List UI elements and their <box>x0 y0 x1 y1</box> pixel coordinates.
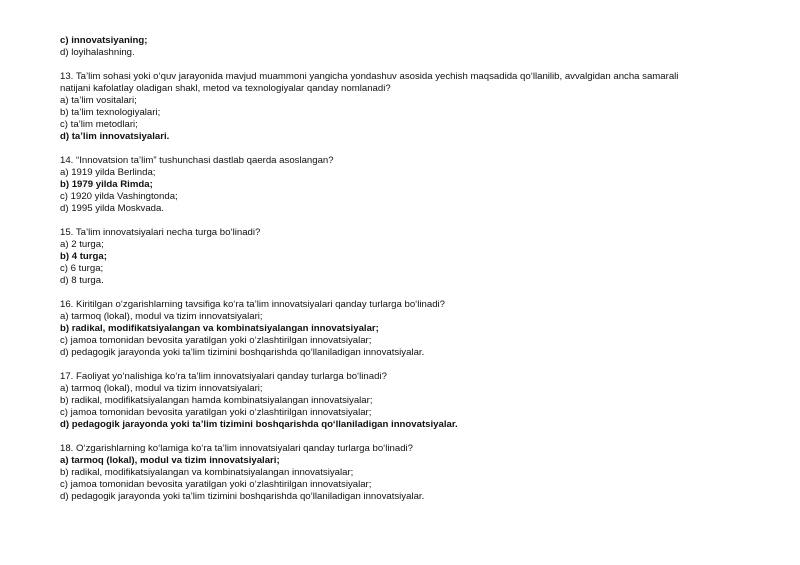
question-18: 18. O‘zgarishlarning ko‘lamiga ko‘ra ta’lim innovatsiyalari qanday turlarga bo‘linadi? <box>60 443 414 454</box>
q13-option-b: b) ta’lim texnologiyalari; <box>60 107 161 118</box>
question-17: 17. Faoliyat yo‘nalishiga ko‘ra ta’lim innovatsiyalari qanday turlarga bo‘linadi? <box>60 371 387 382</box>
q16-option-c: c) jamoa tomonidan bevosita yaratilgan yoki o‘zlashtirilgan innovatsiyalar; <box>60 335 372 346</box>
question-16: 16. Kiritilgan o‘zgarishlarning tavsifiga ko‘ra ta’lim innovatsiyalari qanday turlarga bo‘linadi? <box>60 299 446 310</box>
q14-option-a: a) 1919 yilda Berlinda; <box>60 167 156 178</box>
q13-option-c: c) ta’lim metodlari; <box>60 119 138 130</box>
question-13-line-2: natijani kafolatlay oladigan shakl, metod va texnologiyalar qanday nomlanadi? <box>60 83 391 94</box>
q15-option-b-correct: b) 4 turga; <box>60 251 107 262</box>
q17-option-c: c) jamoa tomonidan bevosita yaratilgan yoki o‘zlashtirilgan innovatsiyalar; <box>60 407 372 418</box>
question-14: 14. “Innovatsion ta’lim” tushunchasi dastlab qaerda asoslangan? <box>60 155 334 166</box>
q16-option-b-correct: b) radikal, modifikatsiyalangan va kombinatsiyalangan innovatsiyalar; <box>60 323 379 334</box>
q18-option-c: c) jamoa tomonidan bevosita yaratilgan yoki o‘zlashtirilgan innovatsiyalar; <box>60 479 372 490</box>
answer-d: d) loyihalashning. <box>60 47 135 58</box>
q17-option-b: b) radikal, modifikatsiyalangan hamda kombinatsiyalangan innovatsiyalar; <box>60 395 373 406</box>
q18-option-b: b) radikal, modifikatsiyalangan va kombinatsiyalangan innovatsiyalar; <box>60 467 354 478</box>
q15-option-d: d) 8 turga. <box>60 275 104 286</box>
q14-option-b-correct: b) 1979 yilda Rimda; <box>60 179 153 190</box>
q17-option-d-correct: d) pedagogik jarayonda yoki ta’lim tizimini boshqarishda qo‘llaniladigan innovatsiyalar. <box>60 419 458 430</box>
q18-option-d: d) pedagogik jarayonda yoki ta’lim tizimini boshqarishda qo‘llaniladigan innovatsiyalar. <box>60 491 425 502</box>
q15-option-c: c) 6 turga; <box>60 263 104 274</box>
q17-option-a: a) tarmoq (lokal), modul va tizim innovatsiyalari; <box>60 383 263 394</box>
q13-option-d-correct: d) ta’lim innovatsiyalari. <box>60 131 170 142</box>
q18-option-a-correct: a) tarmoq (lokal), modul va tizim innovatsiyalari; <box>60 455 280 466</box>
question-15: 15. Ta’lim innovatsiyalari necha turga bo‘linadi? <box>60 227 261 238</box>
q14-option-d: d) 1995 yilda Moskvada. <box>60 203 164 214</box>
q14-option-c: c) 1920 yilda Vashingtonda; <box>60 191 178 202</box>
q16-option-d: d) pedagogik jarayonda yoki ta’lim tizimini boshqarishda qo‘llaniladigan innovatsiyalar. <box>60 347 425 358</box>
q13-option-a: a) ta’lim vositalari; <box>60 95 137 106</box>
question-13-line-1: 13. Ta’lim sohasi yoki o‘quv jarayonida mavjud muammoni yangicha yondashuv asosida yechish maqsadida qo‘llanilib, avvalgidan ancha samarali <box>60 71 679 82</box>
q16-option-a: a) tarmoq (lokal), modul va tizim innovatsiyalari; <box>60 311 263 322</box>
q15-option-a: a) 2 turga; <box>60 239 104 250</box>
answer-c-correct: c) innovatsiyaning; <box>60 35 148 46</box>
